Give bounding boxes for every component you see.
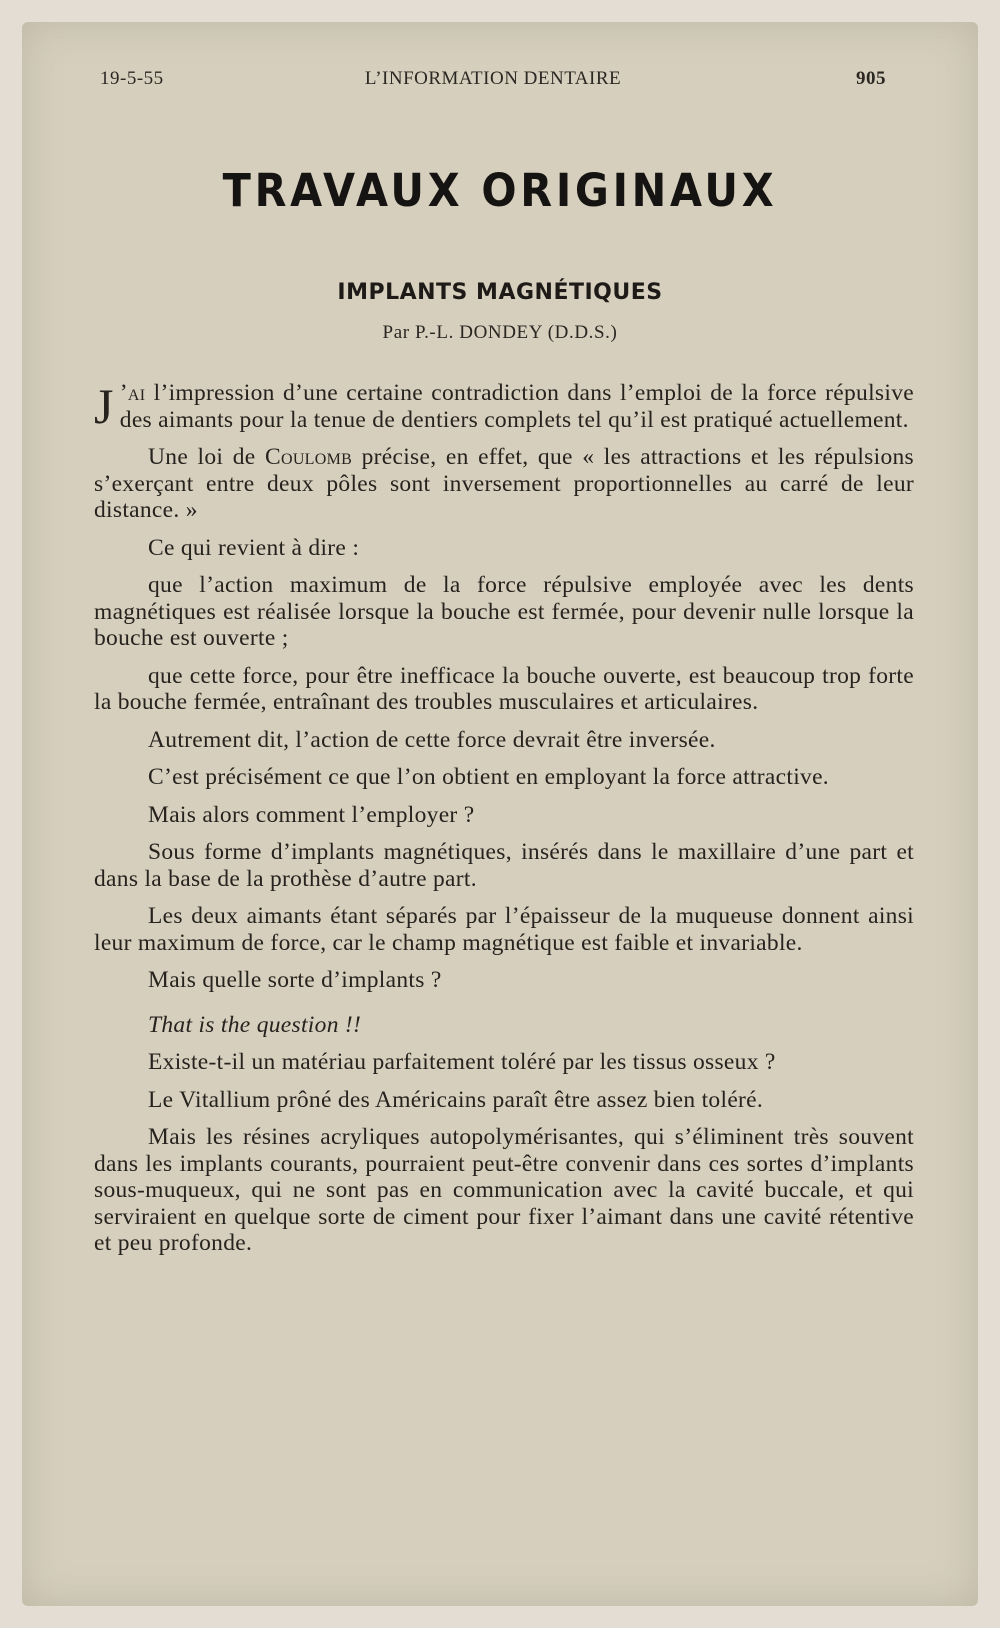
- section-title: TRAVAUX ORIGINAUX: [222, 164, 778, 217]
- intro-smallcaps: ’ai: [119, 380, 146, 406]
- page-number: 905: [856, 68, 886, 89]
- journal-name: L’INFORMATION DENTAIRE: [364, 68, 622, 89]
- article-title: IMPLANTS MAGNÉTIQUES: [337, 280, 663, 305]
- paragraph: Mais alors comment l’employer ?: [148, 801, 475, 828]
- drop-cap: J: [94, 378, 114, 434]
- issue-date: 19-5-55: [100, 68, 164, 89]
- paragraph: Sous forme d’implants magnétiques, insérés dans le maxillaire d’une part et dans la base de la prothèse d’autre part.: [94, 839, 914, 892]
- paragraph: C’est précisément ce que l’on obtient en employant la force attractive.: [148, 764, 829, 790]
- intro-text: l’impression d’une certaine contradiction dans l’emploi de la force répulsive des aimants pour la tenue de dentiers complets tel qu’il est pratiqué actuellement.: [119, 380, 914, 433]
- paragraph: Mais quelle sorte d’implants ?: [148, 967, 442, 993]
- paragraph: que l’action maximum de la force répulsive employée avec les dents magnétiques est réalisée lorsque la bouche est fermée, pour devenir nulle lorsque la bouche est ouverte ;: [94, 572, 914, 651]
- running-header: [100, 68, 886, 98]
- paragraph: Existe-t-il un matériau parfaitement toléré par les tissus osseux ?: [148, 1049, 776, 1075]
- paragraph: Autrement dit, l’action de cette force devrait être inversée.: [148, 726, 716, 753]
- article-byline: Par P.-L. DONDEY (D.D.S.): [382, 322, 618, 343]
- paragraph: Mais les résines acryliques autopolymérisantes, qui s’éliminent très souvent dans les implants courants, pourraient peut-être convenir dans ces sortes d’implants sous-muqueux, qui ne sont pas en communication avec la cavité buccale, et qui serviraient en quelque sorte de ciment pour fixer l’aimant dans une cavité rétentive et peu profonde.: [94, 1124, 914, 1256]
- article-body: [94, 380, 914, 1268]
- paragraph: Ce qui revient à dire :: [148, 534, 360, 561]
- paragraph: Le Vitallium prôné des Américains paraît être assez bien toléré.: [148, 1086, 764, 1113]
- coulomb-name: Coulomb: [264, 444, 353, 470]
- journal-page: [22, 22, 978, 1606]
- paragraph-coulomb: Une loi de Coulomb précise, en effet, que « les attractions et les répulsions s’exerçant entre deux pôles sont inversement proportionnelles au carré de leur distance. »: [94, 444, 914, 523]
- paragraph: que cette force, pour être inefficace la bouche ouverte, est beaucoup trop forte la bouche fermée, entraînant des troubles musculaires et articulaires.: [94, 662, 914, 715]
- paragraph: Les deux aimants étant séparés par l’épaisseur de la muqueuse donnent ainsi leur maximum de force, car le champ magnétique est faible et invariable.: [94, 903, 914, 956]
- italic-quote: That is the question !!: [148, 1011, 362, 1038]
- paragraph-intro: [94, 380, 914, 433]
